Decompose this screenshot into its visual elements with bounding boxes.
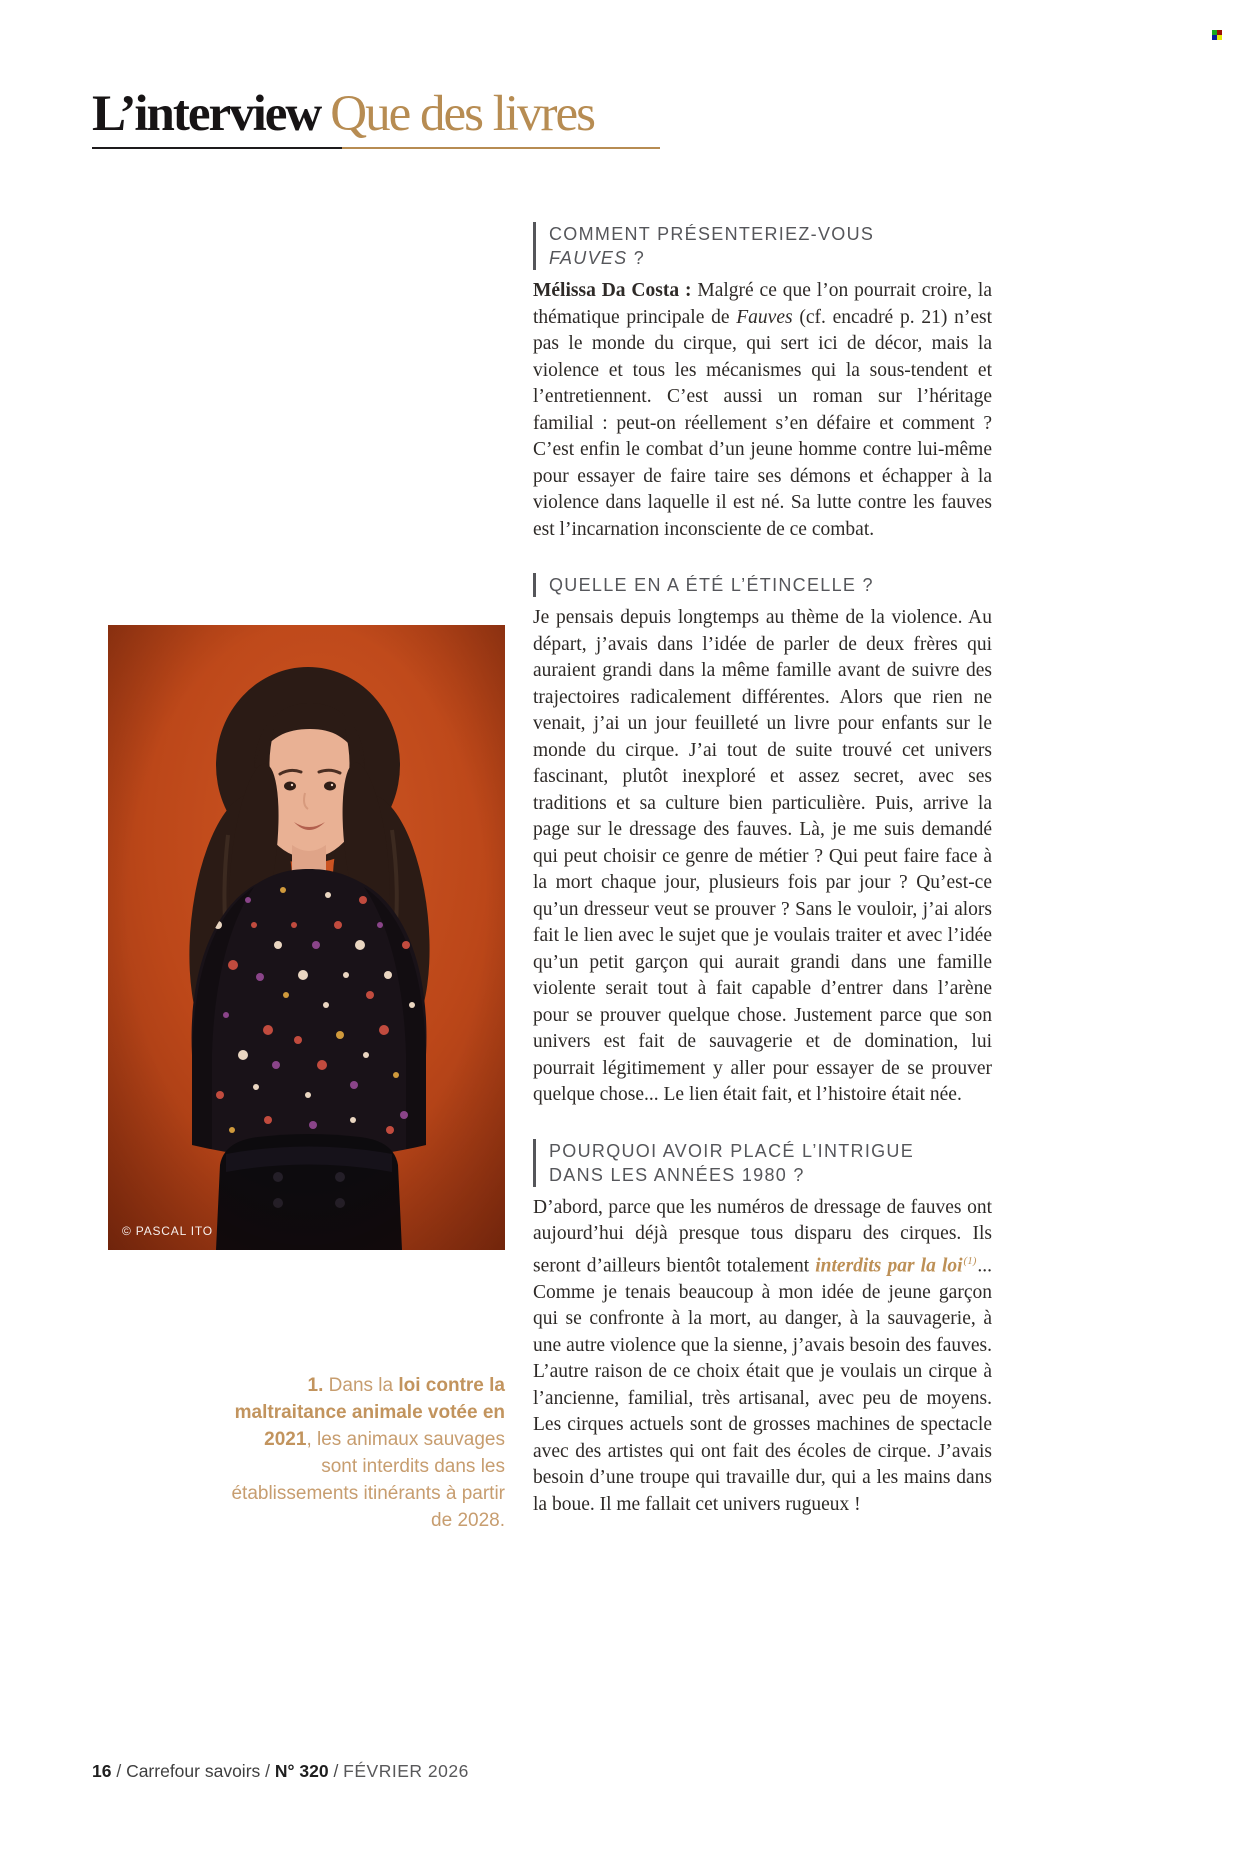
color-cell xyxy=(1217,35,1222,40)
footer-text: Carrefour savoirs xyxy=(126,1761,261,1781)
interview-body xyxy=(533,222,992,1548)
color-registration-mark-icon xyxy=(1212,30,1222,40)
answer-text: Fauves xyxy=(736,306,793,328)
footer-text: / xyxy=(111,1761,127,1781)
answer-text: D’abord, parce que les numéros de dressage de fauves ont aujourd’hui déjà presque tous disparu des cirques. Ils seront d’ailleurs bientôt totalement xyxy=(533,1196,992,1276)
answer-text: Malgré ce que l’on pourrait croire, la thématique principale de xyxy=(533,280,992,328)
answer-text: Mélissa Da Costa : xyxy=(533,280,698,301)
answer-paragraph xyxy=(533,1195,992,1519)
question-text: FAUVES xyxy=(549,248,628,268)
question-line xyxy=(549,1163,992,1187)
footnote-text: Dans la xyxy=(328,1375,399,1396)
page-footer xyxy=(92,1761,469,1782)
answer-text: interdits par la loi xyxy=(815,1255,963,1276)
question-line xyxy=(549,1139,992,1163)
footer-text: FÉVRIER 2026 xyxy=(343,1761,469,1781)
answer-text: Je pensais depuis longtemps au thème de la violence. Au départ, j’avais dans l’idée de parler de deux frères qui auraient grandi dans la même famille avant de suivre des trajectoires radicalement différentes. Alors que rien ne venait, j’ai un jour feuilleté un livre pour enfants sur le monde du cirque. J’ai tout de suite trouvé cet univers fascinant, plutôt inexploré et assez secret, avec ses traditions et sa culture bien particulière. Puis, arrive la page sur le dressage des fauves. Là, je me suis demandé qui peut choisir ce genre de métier ? Qui peut faire face à la mort chaque jour, plusieurs fois par jour ? Qu’est-ce qu’un dresseur veut se prouver ? Sans le vouloir, j’ai alors fait le lien avec le sujet que je voulais traiter et avec l’idée qu’un petit garçon qui aurait grandi dans une famille violente serait tout à fait capable d’entrer dans l’arène pour se prouver quelque chose. Justement parce que son univers est fait de sauvagerie et de domination, lui pourrait légitimement y aller pour essayer de se prouver quelque chose... Le lien était fait, et l’histoire était née. xyxy=(533,607,992,1105)
footnote-text: , les animaux sauvages sont interdits dans les établissements itinérants à partir de 2028. xyxy=(231,1429,505,1531)
question-line xyxy=(549,222,992,246)
answer-paragraph xyxy=(533,278,992,543)
footnote-text: 1. xyxy=(307,1375,329,1396)
question-heading xyxy=(533,573,992,597)
answer-paragraph xyxy=(533,605,992,1109)
header-rule xyxy=(92,147,660,149)
answer-text: ... Comme je tenais beaucoup à mon idée de jeune garçon qui se confronte à la mort, au danger, à la sauvagerie, à une autre violence que la sienne, j’avais besoin des fauves. L’autre raison de ce choix était que je voulais un cirque à l’ancienne, familial, très artisanal, avec peu de moyens. Les cirques actuels sont de grosses machines de spectacle avec des artistes qui ont fait des écoles de cirque. J’avais besoin d’une troupe qui travaille dur, qui a les mains dans la boue. Il me fallait cet univers rugueux ! xyxy=(533,1255,992,1515)
answer-text: (1) xyxy=(963,1254,977,1267)
footer-text: / xyxy=(260,1761,275,1781)
answer-text: (cf. encadré p. 21) n’est pas le monde du cirque, qui sert ici de décor, mais la violence et tous les mécanismes qui la sous-tendent et l’entretiennent. C’est aussi un roman sur l’héritage familial : peut-on réellement s’en défaire et comment ? C’est enfin le combat d’un jeune homme contre lui-même pour essayer de faire taire ses démons et échapper à la violence dans laquelle il est né. Sa lutte contre les fauves est l’incarnation inconsciente de ce combat. xyxy=(533,306,992,540)
photo-vignette xyxy=(108,625,505,1250)
portrait-photo xyxy=(108,625,505,1250)
footer-text: 16 xyxy=(92,1761,112,1781)
footer-text: / xyxy=(328,1761,344,1781)
section-title: Que des livres xyxy=(330,86,595,142)
question-text: DANS LES ANNÉES 1980 ? xyxy=(549,1164,805,1185)
header-titles xyxy=(92,86,594,154)
question-heading xyxy=(533,222,992,270)
section-label: L’interview xyxy=(92,86,321,142)
question-heading xyxy=(533,1139,992,1187)
question-text: QUELLE EN A ÉTÉ L’ÉTINCELLE ? xyxy=(549,575,874,595)
portrait-illustration xyxy=(108,625,505,1250)
footnote xyxy=(225,1372,505,1534)
photo-credit: © PASCAL ITO xyxy=(122,1224,213,1238)
question-text: POURQUOI AVOIR PLACÉ L’INTRIGUE xyxy=(549,1140,915,1161)
question-text: COMMENT PRÉSENTERIEZ-VOUS xyxy=(549,224,875,244)
footer-text: N° 320 xyxy=(274,1761,329,1781)
footnote-text: loi contre la maltraitance animale votée en 2021 xyxy=(234,1375,505,1450)
question-line xyxy=(549,573,992,597)
question-line xyxy=(549,246,992,270)
question-text: ? xyxy=(627,248,646,268)
